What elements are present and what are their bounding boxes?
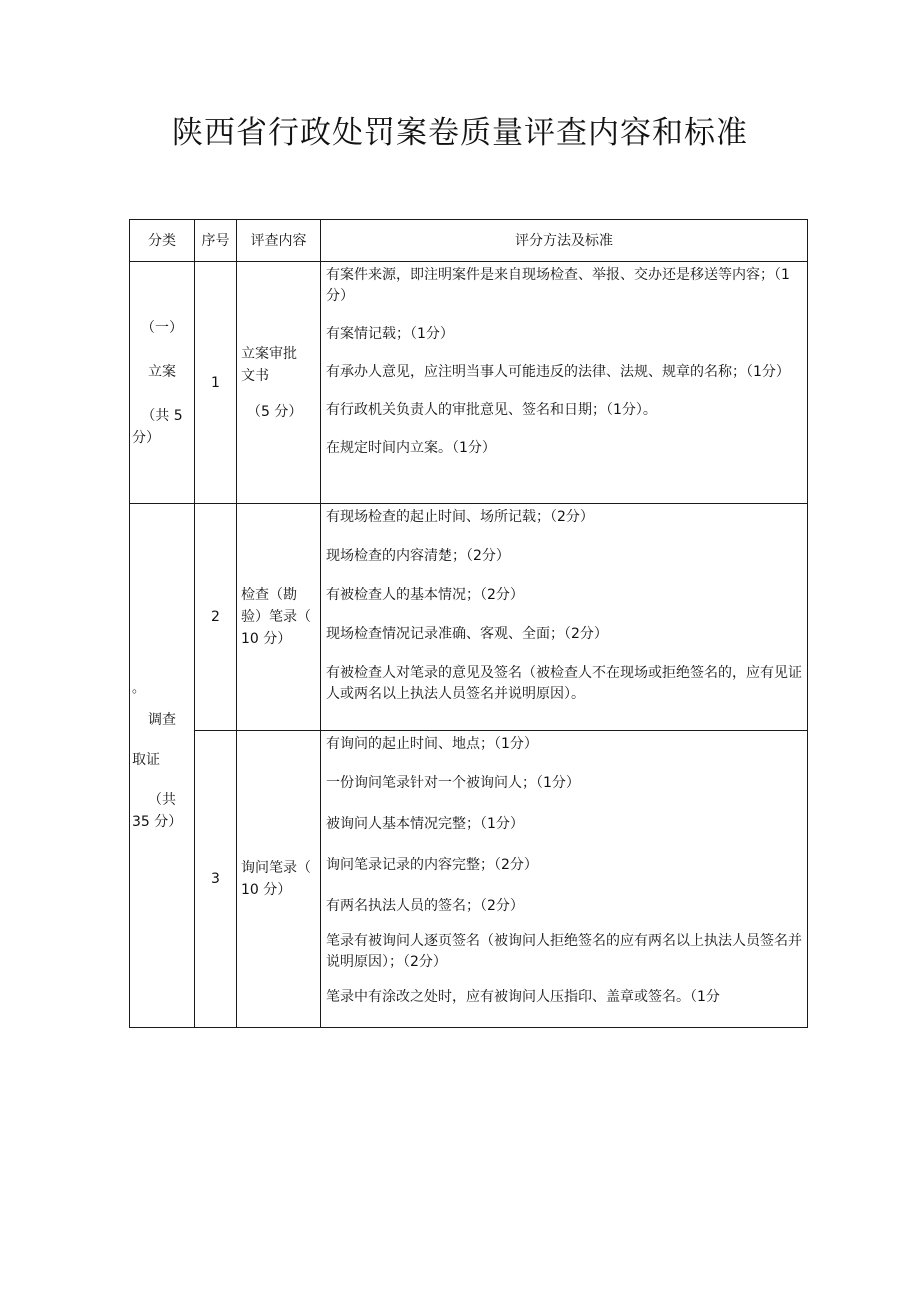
table-row bbox=[130, 504, 808, 731]
category-label: （一） bbox=[141, 319, 183, 336]
doc-label: 10 分） bbox=[241, 882, 292, 898]
criteria-item: 一份询问笔录针对一个被询问人；（1分） bbox=[326, 775, 580, 791]
criteria-item: 现场检查情况记录准确、客观、全面；（2分） bbox=[326, 626, 608, 642]
doc-cell bbox=[237, 731, 321, 1028]
doc-label: 文书 bbox=[241, 367, 269, 384]
doc-label: 10 分） bbox=[241, 631, 292, 647]
table-header-row bbox=[130, 220, 808, 262]
criteria-item: 有承办人意见，应注明当事人可能违反的法律、法规、规章的名称；（1分） bbox=[326, 364, 790, 380]
category-label: （共 5 bbox=[141, 407, 183, 424]
criteria-cell bbox=[321, 262, 808, 504]
criteria-item: 有被检查人对笔录的意见及签名（被检查人不在现场或拒绝签名的，应有见证人或两名以上执法人员签名并说明原因）。 bbox=[326, 665, 802, 702]
criteria-item: 有行政机关负责人的审批意见、签名和日期；（1分）。 bbox=[326, 402, 657, 418]
criteria-item: 在规定时间内立案。（1分） bbox=[326, 440, 496, 456]
seq-cell: 1 bbox=[195, 262, 237, 504]
criteria-item: 有案情记载；（1分） bbox=[326, 326, 454, 342]
seq-cell: 2 bbox=[195, 504, 237, 731]
criteria-item: 有两名执法人员的签名；（2分） bbox=[326, 898, 524, 914]
doc-label: 询问笔录（ bbox=[241, 860, 311, 876]
header-criteria: 评分方法及标准 bbox=[321, 220, 808, 262]
criteria-item: 有被检查人的基本情况；（2分） bbox=[326, 587, 524, 603]
category-label: 调查 bbox=[148, 711, 176, 728]
category-cell bbox=[130, 262, 195, 504]
criteria-item: 有案件来源，即注明案件是来自现场检查、举报、交办还是移送等内容；（1分） bbox=[326, 267, 790, 304]
seq-cell: 3 bbox=[195, 731, 237, 1028]
category-label: 35 分） bbox=[132, 813, 183, 830]
table-row bbox=[130, 731, 808, 1028]
criteria-cell bbox=[321, 731, 808, 1028]
criteria-item: 现场检查的内容清楚；（2分） bbox=[326, 548, 510, 564]
category-label: （共 bbox=[148, 791, 176, 808]
page-title: 陕西省行政处罚案卷质量评查内容和标准 bbox=[172, 115, 748, 151]
doc-cell bbox=[237, 262, 321, 504]
category-label: 立案 bbox=[148, 363, 176, 380]
header-category: 分类 bbox=[130, 220, 195, 262]
doc-label: （5 分） bbox=[247, 403, 303, 420]
criteria-item: 被询问人基本情况完整；（1分） bbox=[326, 816, 524, 832]
criteria-item: 询问笔录记录的内容完整；（2分） bbox=[326, 857, 538, 873]
doc-label: 检查（勘 bbox=[241, 587, 297, 603]
category-cell bbox=[130, 504, 195, 1028]
criteria-item: 笔录有被询问人逐页签名（被询问人拒绝签名的应有两名以上执法人员签名并说明原因）；（2分） bbox=[326, 933, 802, 970]
header-content: 评查内容 bbox=[237, 220, 321, 262]
criteria-item: 笔录中有涂改之处时，应有被询问人压指印、盖章或签名。（1分 bbox=[326, 989, 720, 1005]
header-seq: 序号 bbox=[195, 220, 237, 262]
category-mark: 。 bbox=[132, 681, 146, 696]
doc-label: 验）笔录（ bbox=[241, 609, 311, 625]
table-row bbox=[130, 262, 808, 504]
category-label: 分） bbox=[132, 429, 160, 446]
criteria-item: 有现场检查的起止时间、场所记载；（2分） bbox=[326, 509, 594, 525]
doc-cell bbox=[237, 504, 321, 731]
criteria-cell bbox=[321, 504, 808, 731]
criteria-item: 有询问的起止时间、地点；（1分） bbox=[326, 736, 538, 752]
category-label: 取证 bbox=[132, 751, 160, 768]
doc-label: 立案审批 bbox=[241, 345, 297, 362]
evaluation-table bbox=[129, 219, 808, 1028]
